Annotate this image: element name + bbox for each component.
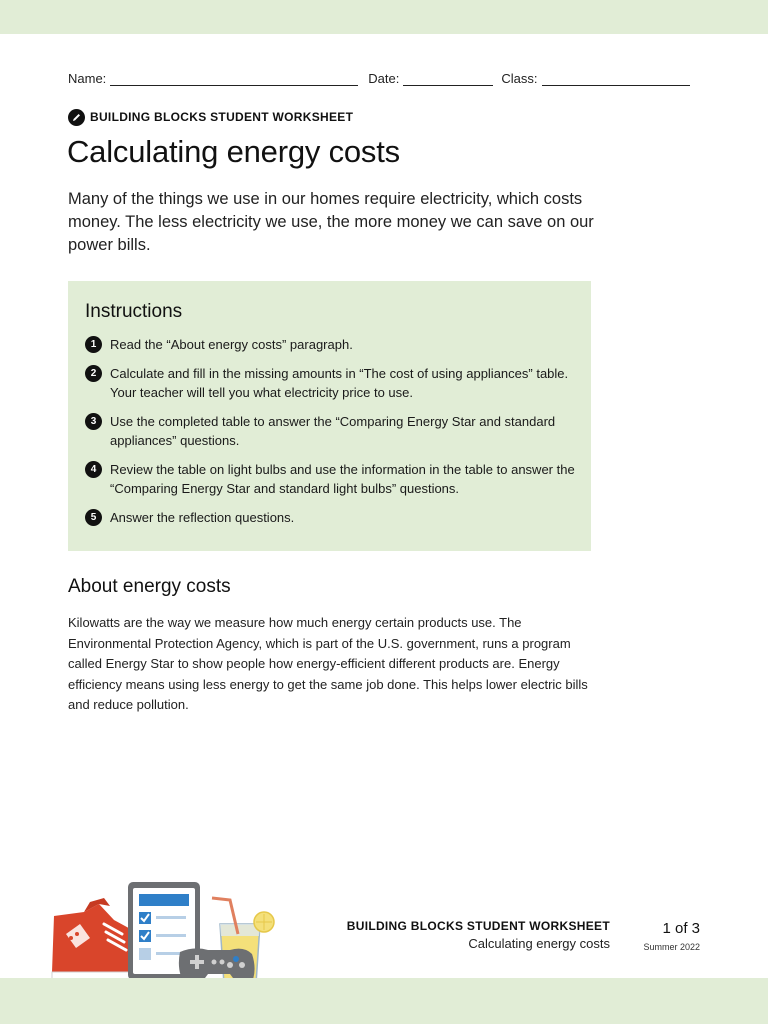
name-input-line[interactable] <box>110 72 358 86</box>
bottom-band <box>0 978 768 1024</box>
pencil-icon <box>68 109 85 126</box>
step-number-badge: 1 <box>85 336 102 353</box>
step-number-badge: 2 <box>85 365 102 382</box>
footer-brand <box>347 919 610 951</box>
edition-label: Summer 2022 <box>643 942 700 952</box>
class-field[interactable] <box>501 71 689 86</box>
instruction-step <box>85 412 575 450</box>
step-number-badge: 3 <box>85 413 102 430</box>
step-text: Use the completed table to answer the “Comparing Energy Star and standard appliances” questions. <box>110 414 556 448</box>
instructions-heading: Instructions <box>85 301 183 322</box>
about-heading: About energy costs <box>68 576 231 597</box>
instructions-box <box>68 281 591 551</box>
instruction-step <box>85 364 575 402</box>
instruction-step <box>85 460 575 498</box>
top-band <box>0 0 768 34</box>
name-field[interactable] <box>68 71 358 86</box>
date-field[interactable] <box>368 71 493 86</box>
instruction-step <box>85 335 575 354</box>
instruction-step <box>85 508 575 527</box>
about-paragraph: Kilowatts are the way we measure how much energy certain products use. The Environmental Protection Agency, which is part of the U.S. government, runs a program called Energy Star to show people how energy-efficient different products are. Energy efficiency means using less energy to get the same job done. This helps lower electric bills and reduce pollution. <box>68 615 588 713</box>
name-label: Name: <box>68 71 107 86</box>
class-label: Class: <box>501 71 538 86</box>
page-title: Calculating energy costs <box>67 134 400 169</box>
page-number: 1 of 3 <box>662 920 700 937</box>
step-text: Review the table on light bulbs and use the information in the table to answer the “Comparing Energy Star and standard light bulbs” questions. <box>110 462 575 496</box>
appliances-illustration <box>44 876 276 992</box>
step-text: Read the “About energy costs” paragraph. <box>110 337 353 352</box>
step-number-badge: 5 <box>85 509 102 526</box>
step-text: Calculate and fill in the missing amounts in “The cost of using appliances” table. Your teacher will tell you what electricity price to use. <box>110 366 569 400</box>
step-number-badge: 4 <box>85 461 102 478</box>
instructions-list <box>85 335 575 527</box>
brand-label: BUILDING BLOCKS STUDENT WORKSHEET <box>90 110 354 124</box>
footer-subtitle: Calculating energy costs <box>468 936 610 951</box>
date-label: Date: <box>368 71 400 86</box>
intro-paragraph: Many of the things we use in our homes require electricity, which costs money. The less electricity we use, the more money we can save on our power bills. <box>68 190 594 254</box>
date-input-line[interactable] <box>403 72 493 86</box>
brand-header <box>68 108 353 126</box>
footer-brand-label: BUILDING BLOCKS STUDENT WORKSHEET <box>346 919 610 933</box>
header-fields <box>68 66 700 86</box>
step-text: Answer the reflection questions. <box>110 510 295 525</box>
class-input-line[interactable] <box>542 72 690 86</box>
